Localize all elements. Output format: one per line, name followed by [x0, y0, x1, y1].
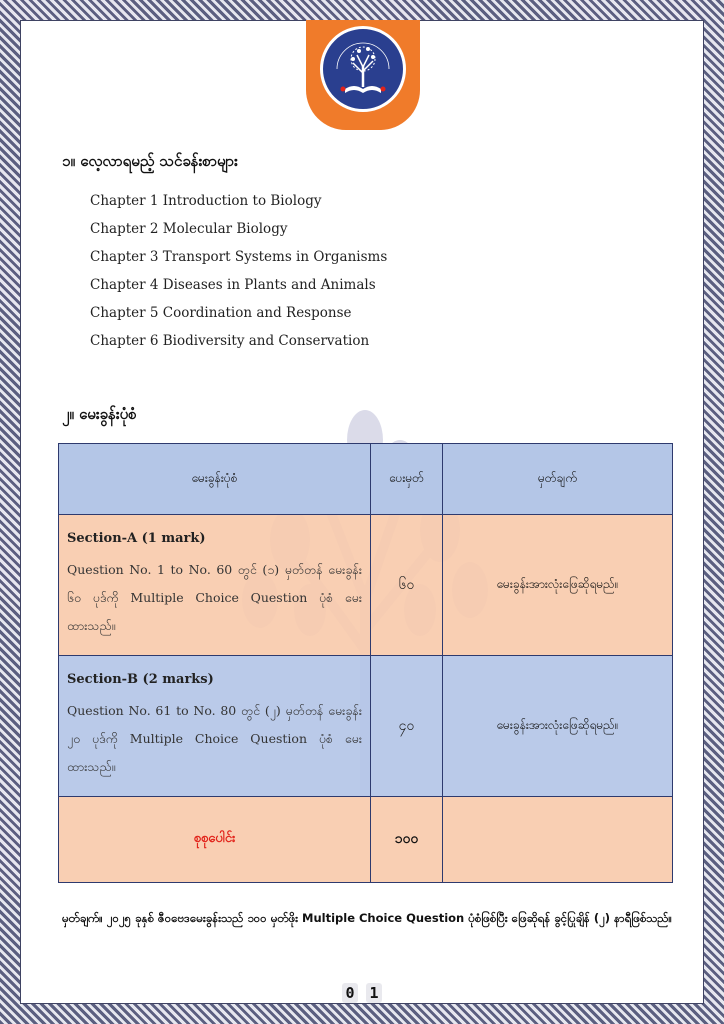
exam-note: မှတ်ချက်။ ၂၀၂၅ ခုနှစ် ဇီဝဗေဒမေးခွန်းသည် ၁၀၀ မှတ်ဖိုး Multiple Choice Question ပုံစံဖြစ်ပြီး ဖြေဆိုရန် ခွင့်ပြုချိန် (၂) နာရီဖြစ်သည်။ — [62, 911, 672, 925]
total-remark-cell — [443, 797, 673, 883]
ministry-logo-tab — [306, 20, 420, 130]
format-cell — [59, 515, 371, 656]
chapter-item: Chapter 6 Biodiversity and Conservation — [90, 333, 370, 349]
column-header-format: မေးခွန်းပုံစံ — [59, 444, 371, 515]
page-digit: 1 — [366, 983, 382, 1003]
marks-cell: ၄၀ — [371, 656, 443, 797]
table-total-row — [59, 797, 673, 883]
table-row — [59, 656, 673, 797]
table-header-row — [59, 444, 673, 515]
page-digit: 0 — [342, 983, 358, 1003]
column-header-remarks: မှတ်ချက် — [443, 444, 673, 515]
column-header-marks: ပေးမှတ် — [371, 444, 443, 515]
remark-cell: မေးခွန်းအားလုံးဖြေဆိုရမည်။ — [443, 656, 673, 797]
section-title: Section-A (1 mark) — [67, 530, 206, 546]
marks-cell: ၆၀ — [371, 515, 443, 656]
total-label: စုစုပေါင်း — [59, 797, 371, 883]
table-row — [59, 515, 673, 656]
chapter-item: Chapter 2 Molecular Biology — [90, 221, 288, 237]
section-description: Question No. 1 to No. 60 တွင် (၁) မှတ်တန် မေးခွန်း ၆၀ ပုဒ်ကို Multiple Choice Question ပုံစံ မေးထားသည်။ — [67, 561, 362, 633]
chapter-item: Chapter 5 Coordination and Response — [90, 305, 352, 321]
chapter-list — [90, 192, 387, 360]
section-heading-question-format: ၂။ မေးခွန်းပုံစံ — [62, 405, 137, 423]
question-format-table — [58, 443, 673, 883]
tree-book-emblem-icon — [323, 29, 403, 109]
section-title: Section-B (2 marks) — [67, 671, 214, 687]
chapter-item: Chapter 3 Transport Systems in Organisms — [90, 249, 388, 265]
chapter-item: Chapter 4 Diseases in Plants and Animals — [90, 277, 376, 293]
section-description: Question No. 61 to No. 80 တွင် (၂) မှတ်တန် မေးခွန်း ၂၀ ပုဒ်ကို Multiple Choice Question ပုံစံ မေးထားသည်။ — [67, 702, 362, 774]
total-marks: ၁၀၀ — [371, 797, 443, 883]
section-heading-lessons: ၁။ လေ့လာရမည့် သင်ခန်းစာများ — [62, 152, 238, 170]
page-number — [334, 983, 390, 1003]
chapter-item: Chapter 1 Introduction to Biology — [90, 193, 322, 209]
format-cell — [59, 656, 371, 797]
remark-cell: မေးခွန်းအားလုံးဖြေဆိုရမည်။ — [443, 515, 673, 656]
ministry-logo — [320, 26, 406, 112]
